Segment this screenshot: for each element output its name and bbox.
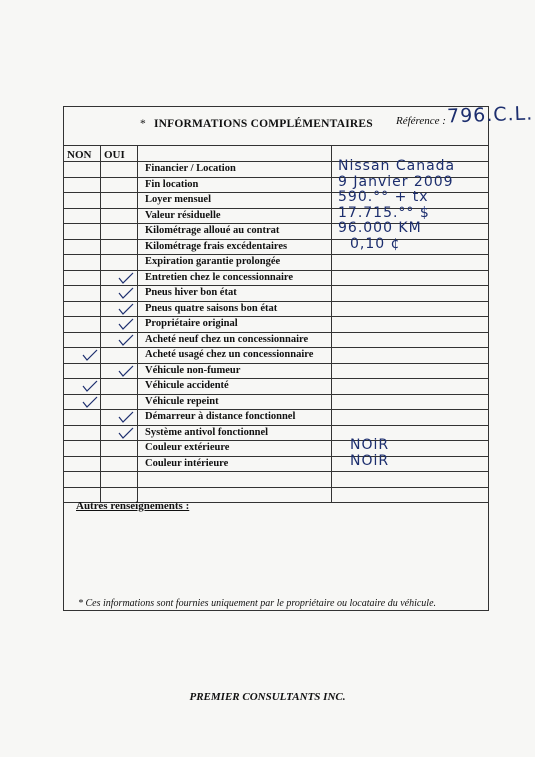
reference-label: Référence :: [396, 115, 446, 127]
row-handwritten-value: 590.°° + tx: [338, 189, 429, 205]
table-rule: [63, 145, 489, 146]
table-rule: [63, 347, 489, 348]
checkmark-oui-icon: [118, 303, 134, 315]
checkmark-oui-icon: [118, 411, 134, 423]
row-label: Financier / Location: [145, 163, 236, 174]
row-label: Couleur intérieure: [145, 457, 229, 469]
table-rule: [63, 471, 489, 472]
table-column-rule: [100, 145, 101, 502]
table-rule: [63, 409, 489, 410]
company-name: PREMIER CONSULTANTS INC.: [189, 691, 346, 703]
row-handwritten-value: 96.000 KM: [338, 220, 422, 236]
column-header-non: NON: [67, 149, 92, 161]
title-star: *: [140, 118, 146, 130]
table-rule: [63, 378, 489, 379]
table-rule: [63, 332, 489, 333]
row-handwritten-value: 17.715.°° $: [338, 204, 430, 221]
checkmark-non-icon: [82, 396, 98, 408]
row-handwritten-value: Nissan Canada: [338, 158, 456, 174]
form-title: [140, 118, 373, 130]
checkmark-non-icon: [82, 380, 98, 392]
table-rule: [63, 456, 489, 457]
table-rule: [63, 223, 489, 224]
row-handwritten-value: NOiR: [350, 452, 390, 469]
table-rule: [63, 425, 489, 426]
row-label: Démarreur à distance fonctionnel: [145, 411, 296, 422]
autres-renseignements-label: Autres renseignements :: [76, 500, 190, 512]
checkmark-oui-icon: [118, 365, 134, 377]
column-header-oui: OUI: [104, 149, 125, 161]
table-rule: [63, 363, 489, 364]
row-label: Fin location: [145, 178, 199, 190]
table-column-rule: [137, 145, 138, 502]
checkmark-oui-icon: [118, 318, 134, 330]
row-label: Couleur extérieure: [145, 442, 230, 453]
row-label: Kilométrage alloué au contrat: [145, 225, 280, 236]
row-label: Acheté usagé chez un concessionnaire: [145, 349, 314, 360]
row-label: Pneus hiver bon état: [145, 287, 237, 298]
row-label: Loyer mensuel: [145, 194, 212, 205]
footnote: * Ces informations sont fournies uniquement par le propriétaire ou locataire du véhicule.: [78, 598, 437, 609]
row-label: Entretien chez le concessionnaire: [145, 271, 294, 283]
checkmark-oui-icon: [118, 287, 134, 299]
row-handwritten-value: 9 Janvier 2009: [338, 173, 454, 190]
table-rule: [63, 285, 489, 286]
row-label: Véhicule accidenté: [145, 380, 229, 391]
row-label: Propriétaire original: [145, 318, 238, 329]
table-rule: [63, 254, 489, 255]
row-handwritten-value: 0,10 ¢: [350, 235, 401, 252]
table-rule: [63, 440, 489, 441]
reference-value: 796.C.L.: [446, 102, 534, 128]
table-column-rule: [331, 145, 332, 502]
row-handwritten-value: NOiR: [350, 437, 390, 453]
row-label: Expiration garantie prolongée: [145, 256, 281, 267]
row-label: Véhicule non-fumeur: [145, 364, 241, 376]
row-label: Kilométrage frais excédentaires: [145, 240, 288, 252]
row-label: Véhicule repeint: [145, 395, 219, 407]
checkmark-oui-icon: [118, 427, 134, 439]
table-rule: [63, 301, 489, 302]
title-text: INFORMATIONS COMPLÉMENTAIRES: [153, 118, 373, 130]
table-rule: [63, 270, 489, 271]
table-rule: [63, 239, 489, 240]
row-label: Pneus quatre saisons bon état: [145, 302, 278, 314]
checkmark-non-icon: [82, 349, 98, 361]
checkmark-oui-icon: [118, 272, 134, 284]
row-label: Valeur résiduelle: [145, 209, 221, 221]
table-rule: [63, 316, 489, 317]
row-label: Acheté neuf chez un concessionnaire: [145, 333, 309, 345]
table-rule: [63, 487, 489, 488]
table-rule: [63, 394, 489, 395]
checkmark-oui-icon: [118, 334, 134, 346]
row-label: Système antivol fonctionnel: [145, 426, 269, 438]
